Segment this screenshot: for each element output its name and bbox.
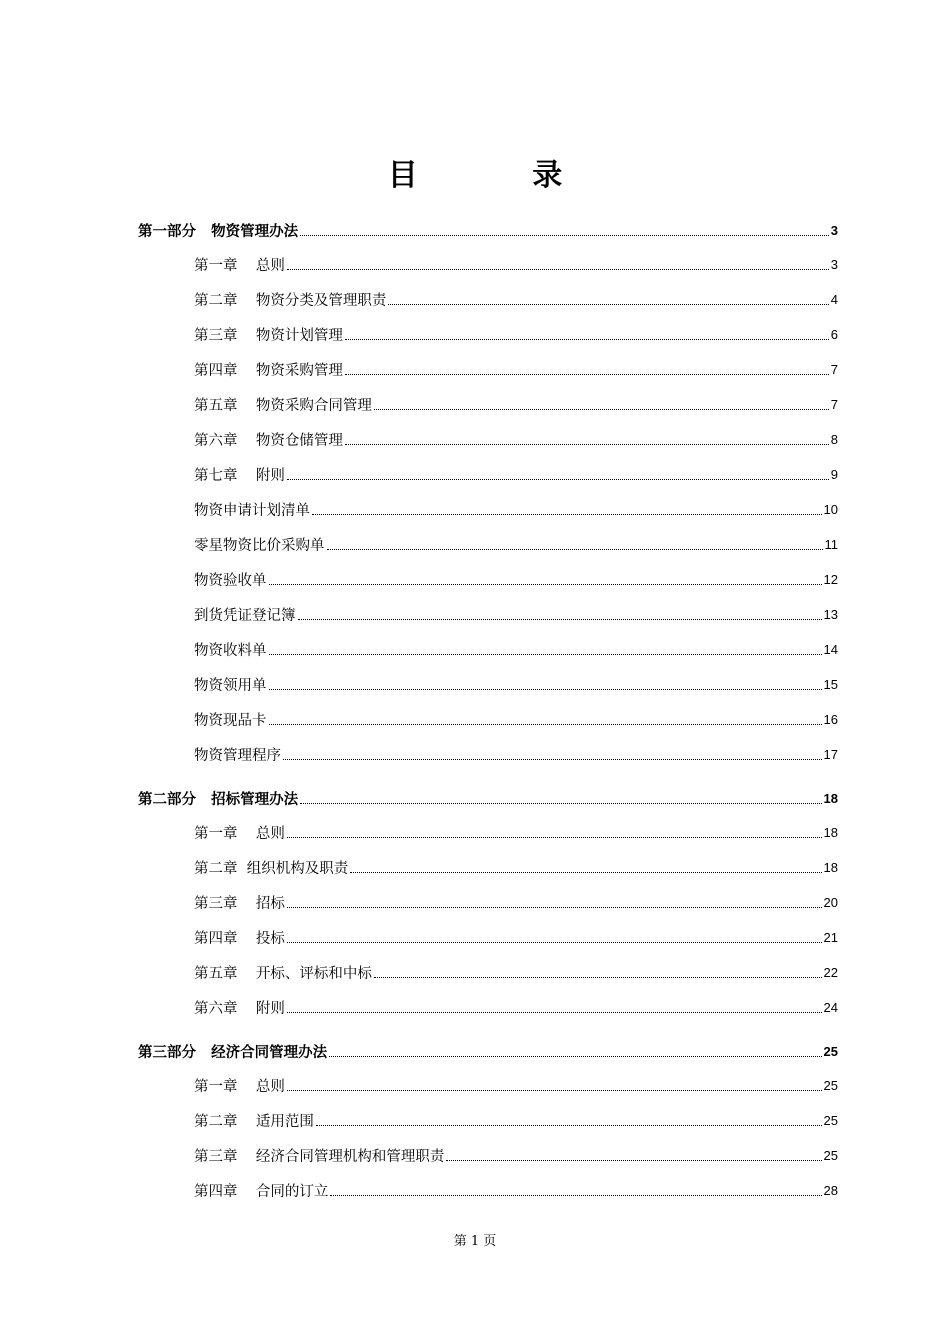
dot-leader [287, 837, 822, 838]
toc-page-number: 4 [830, 292, 838, 307]
toc-page-number: 13 [823, 607, 838, 622]
toc-page-number: 20 [823, 895, 838, 910]
dot-leader [300, 803, 821, 804]
toc-page-number: 22 [823, 965, 838, 980]
toc-entry-label: 第三章 经济合同管理机构和管理职责 [194, 1149, 445, 1165]
dot-leader [269, 689, 822, 690]
toc-page-number: 10 [823, 502, 838, 517]
toc-page-number: 15 [823, 677, 838, 692]
toc-entry-label: 第二章 组织机构及职责 [194, 861, 349, 877]
toc-chapter-entry[interactable] [138, 920, 838, 955]
toc-entry-label: 第一章 总则 [194, 1079, 285, 1095]
toc-page-number: 24 [823, 1000, 838, 1015]
toc-page-number: 21 [823, 930, 838, 945]
toc-entry-label: 物资领用单 [194, 678, 267, 694]
toc-entry-label: 物资申请计划清单 [194, 503, 310, 519]
toc-entry-label: 物资验收单 [194, 573, 267, 589]
toc-entry-label: 物资现品卡 [194, 713, 267, 729]
toc-page-number: 18 [823, 790, 838, 806]
toc-entry-label: 第六章 物资仓储管理 [194, 433, 343, 449]
toc-chapter-entry[interactable] [138, 990, 838, 1025]
toc-chapter-entry[interactable] [138, 492, 838, 527]
toc-entry-label: 第二部分 招标管理办法 [138, 790, 299, 808]
toc-chapter-entry[interactable] [138, 527, 838, 562]
toc-page-number: 7 [830, 362, 838, 377]
toc-page-number: 3 [830, 257, 838, 272]
toc-chapter-entry[interactable] [138, 317, 838, 352]
dot-leader [329, 1056, 821, 1057]
toc-chapter-entry[interactable] [138, 597, 838, 632]
toc-page-number: 25 [823, 1078, 838, 1093]
dot-leader [374, 977, 822, 978]
toc-page-number: 6 [830, 327, 838, 342]
toc-page-number: 18 [823, 860, 838, 875]
toc-part-entry[interactable] [138, 213, 838, 247]
dot-leader [287, 942, 822, 943]
dot-leader [388, 304, 828, 305]
toc-chapter-entry[interactable] [138, 702, 838, 737]
toc-entry-label: 第五章 开标、评标和中标 [194, 966, 372, 982]
toc-page-number: 8 [830, 432, 838, 447]
toc-page-number: 14 [823, 642, 838, 657]
dot-leader [345, 444, 829, 445]
toc-page-number: 7 [830, 397, 838, 412]
toc-entry-label: 第四章 合同的订立 [194, 1184, 329, 1200]
toc-entry-label: 物资收料单 [194, 643, 267, 659]
table-of-contents [138, 213, 838, 1208]
toc-chapter-entry[interactable] [138, 1173, 838, 1208]
toc-entry-label: 第三章 物资计划管理 [194, 328, 343, 344]
dot-leader [345, 339, 829, 340]
toc-page-number: 28 [823, 1183, 838, 1198]
toc-chapter-entry[interactable] [138, 737, 838, 772]
toc-page-number: 16 [823, 712, 838, 727]
toc-entry-label: 第四章 物资采购管理 [194, 363, 343, 379]
toc-chapter-entry[interactable] [138, 1138, 838, 1173]
toc-page-number: 9 [830, 467, 838, 482]
dot-leader [287, 269, 829, 270]
toc-page-number: 18 [823, 825, 838, 840]
toc-entry-label: 第一章 总则 [194, 258, 285, 274]
toc-chapter-entry[interactable] [138, 1068, 838, 1103]
dot-leader [287, 479, 829, 480]
toc-part-entry[interactable] [138, 781, 838, 815]
dot-leader [350, 872, 821, 873]
page-footer: 第 1 页 [453, 1234, 497, 1249]
dot-leader [283, 759, 822, 760]
toc-entry-label: 到货凭证登记簿 [194, 608, 296, 624]
toc-page-number: 11 [824, 537, 838, 552]
dot-leader [287, 1012, 822, 1013]
dot-leader [269, 584, 822, 585]
toc-page-number: 3 [830, 222, 838, 238]
toc-chapter-entry[interactable] [138, 282, 838, 317]
toc-page-number: 12 [823, 572, 838, 587]
dot-leader [287, 907, 822, 908]
dot-leader [287, 1090, 822, 1091]
dot-leader [300, 235, 829, 236]
toc-entry-label: 第三部分 经济合同管理办法 [138, 1043, 328, 1061]
toc-chapter-entry[interactable] [138, 562, 838, 597]
dot-leader [312, 514, 822, 515]
toc-page-number: 25 [823, 1148, 838, 1163]
toc-page-number: 25 [823, 1043, 838, 1059]
toc-entry-label: 第二章 适用范围 [194, 1114, 314, 1130]
dot-leader [269, 654, 822, 655]
toc-entry-label: 物资管理程序 [194, 748, 281, 764]
dot-leader [330, 1195, 821, 1196]
toc-entry-label: 零星物资比价采购单 [194, 538, 325, 554]
dot-leader [446, 1160, 821, 1161]
dot-leader [298, 619, 822, 620]
toc-chapter-entry[interactable] [138, 422, 838, 457]
toc-chapter-entry[interactable] [138, 457, 838, 492]
toc-chapter-entry[interactable] [138, 955, 838, 990]
dot-leader [345, 374, 829, 375]
toc-entry-label: 第七章 附则 [194, 468, 285, 484]
dot-leader [374, 409, 829, 410]
toc-chapter-entry[interactable] [138, 1103, 838, 1138]
toc-chapter-entry[interactable] [138, 247, 838, 282]
toc-chapter-entry[interactable] [138, 387, 838, 422]
toc-entry-label: 第五章 物资采购合同管理 [194, 398, 372, 414]
dot-leader [269, 724, 822, 725]
dot-leader [316, 1125, 822, 1126]
toc-entry-label: 第四章 投标 [194, 931, 285, 947]
toc-entry-label: 第一部分 物资管理办法 [138, 222, 299, 240]
toc-title: 目 录 [387, 158, 615, 193]
toc-page-number: 25 [823, 1113, 838, 1128]
toc-page-number: 17 [823, 747, 838, 762]
toc-entry-label: 第六章 附则 [194, 1001, 285, 1017]
toc-chapter-entry[interactable] [138, 815, 838, 850]
toc-entry-label: 第二章 物资分类及管理职责 [194, 293, 387, 309]
toc-chapter-entry[interactable] [138, 850, 838, 885]
dot-leader [327, 549, 823, 550]
toc-entry-label: 第一章 总则 [194, 826, 285, 842]
toc-chapter-entry[interactable] [138, 632, 838, 667]
toc-chapter-entry[interactable] [138, 352, 838, 387]
toc-part-entry[interactable] [138, 1034, 838, 1068]
toc-chapter-entry[interactable] [138, 667, 838, 702]
toc-entry-label: 第三章 招标 [194, 896, 285, 912]
toc-chapter-entry[interactable] [138, 885, 838, 920]
